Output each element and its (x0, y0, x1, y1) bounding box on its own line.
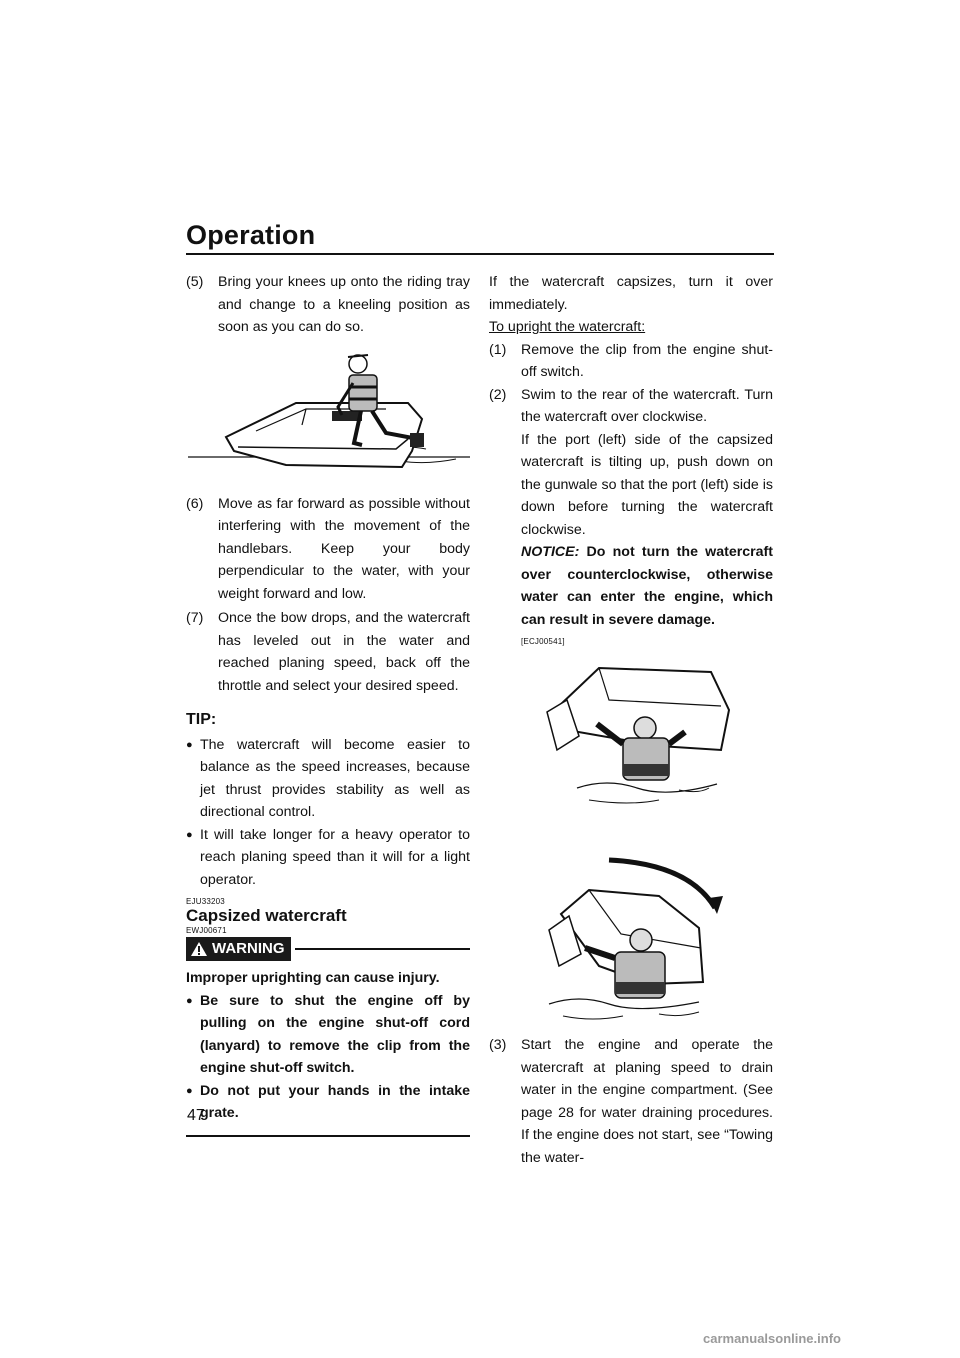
step-detail: If the port (left) side of the capsized watercraft is tilting up, push down on the gunwale so that the port (left) side is down before turning the watercraft clockwise. (521, 431, 773, 538)
notice-label: NOTICE: (521, 544, 580, 560)
step-number: (5) (186, 274, 204, 290)
bullet-icon: ● (186, 994, 193, 1007)
tip-bullet (186, 824, 470, 892)
tip-bullet-text: The watercraft will become easier to balance as the speed increases, because jet thrust provides stability as well as directional control. (200, 736, 470, 820)
warning-rule (295, 948, 471, 950)
warning-code: EWJ00671 (186, 926, 227, 935)
step-text: Move as far forward as possible without interfering with the movement of the handlebars. Keep your body perpendicular to the water, with your weight forward and low. (218, 495, 470, 602)
rider-kneeling-illustration (186, 339, 470, 493)
warning-badge (186, 937, 291, 961)
warning-intro: Improper uprighting can cause injury. (186, 970, 440, 986)
step-number: (3) (489, 1037, 507, 1053)
step-text: Once the bow drops, and the watercraft has leveled out in the water and reached planing speed, back off the throttle and select your desired speed. (218, 610, 470, 694)
left-column (186, 271, 470, 1137)
step-number: (1) (489, 341, 507, 358)
notice (521, 541, 773, 631)
tip-bullet (186, 734, 470, 824)
subheading: To upright the watercraft: (489, 319, 646, 335)
uprighting-illustration-2 (489, 854, 773, 1030)
warning-header (186, 937, 470, 961)
warning-bullet-text: Do not put your hands in the intake grate. (200, 1082, 470, 1121)
tip-bullet-text: It will take longer for a heavy operator to reach planing speed than it will for a light operator. (200, 826, 470, 888)
bullet-icon: ● (186, 828, 193, 841)
notice-text: Do not turn the watercraft over counterclockwise, otherwise water can enter the engine, which can result in severe damage. (521, 544, 773, 628)
step-number: (6) (186, 495, 204, 512)
step-text: Bring your knees up onto the riding tray and change to a kneeling position as soon as you can do so. (218, 274, 470, 335)
step-3 (489, 1034, 773, 1169)
warning-bullet (186, 1080, 470, 1125)
section-heading: Capsized watercraft (186, 906, 347, 925)
page-number: 47 (187, 1107, 205, 1124)
section-code: EJU33203 (186, 897, 225, 906)
step-text: Swim to the rear of the watercraft. Turn the watercraft over clockwise. (521, 386, 773, 425)
step-1 (489, 339, 773, 384)
warning-bullet (186, 990, 470, 1080)
step-number: (2) (489, 386, 507, 403)
right-column (489, 271, 773, 1169)
step-2 (489, 384, 773, 647)
step-text: Start the engine and operate the watercraft at planing speed to drain water in the engine compartment. (See page 28 for water draining procedures. If the engine does not start, see “Towing the water- (521, 1037, 773, 1166)
watermark: carmanualsonline.info (703, 1331, 841, 1346)
step-text: Remove the clip from the engine shut-off switch. (521, 341, 773, 380)
notice-code: [ECJ00541] (521, 637, 565, 646)
header-rule (186, 253, 774, 255)
warning-end-rule (186, 1135, 470, 1137)
step-5 (186, 271, 470, 339)
warning-triangle-icon (190, 941, 208, 957)
warning-label: WARNING (212, 939, 285, 957)
bullet-icon: ● (186, 1084, 193, 1097)
intro-text: If the watercraft capsizes, turn it over immediately. (489, 274, 773, 313)
step-6 (186, 493, 470, 606)
step-number: (7) (186, 610, 204, 626)
bullet-icon: ● (186, 738, 193, 751)
uprighting-illustration-1 (489, 660, 773, 836)
step-7 (186, 607, 470, 697)
tip-title: TIP: (186, 711, 217, 728)
warning-bullet-text: Be sure to shut the engine off by pulling on the engine shut-off cord (lanyard) to remove the clip from the engine shut-off switch. (200, 992, 470, 1076)
page-title: Operation (186, 220, 316, 250)
